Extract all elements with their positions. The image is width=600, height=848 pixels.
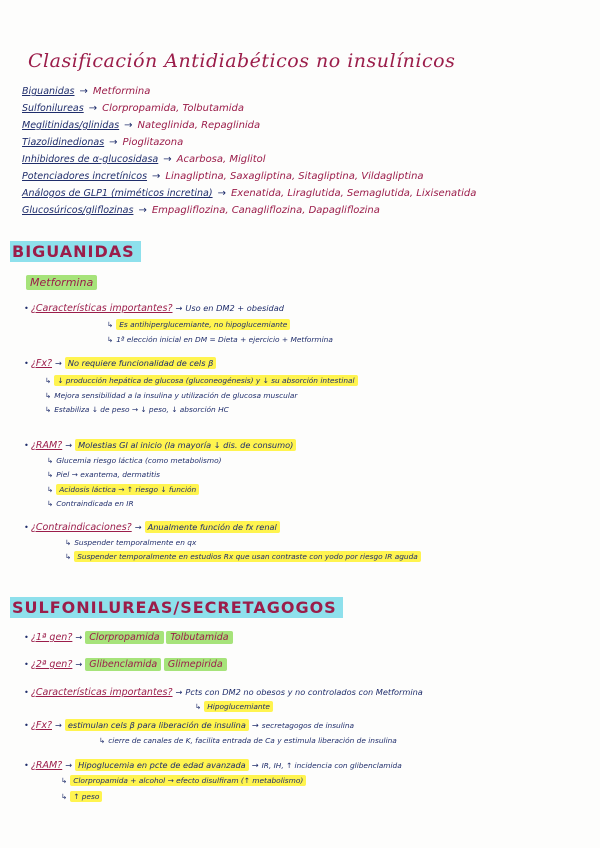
sub-point: ↳ Es antihiperglucemiante, no hipoglucemiante: [104, 320, 290, 329]
arrow-icon: →: [75, 632, 83, 642]
hook-arrow-icon: ↳: [99, 736, 106, 745]
sub-point: ↳ Mejora sensibilidad a la insulina y utilización de glucosa muscular: [45, 391, 298, 400]
bullet-icon: •: [24, 522, 29, 532]
arrow-icon: →: [163, 154, 172, 165]
hook-arrow-icon: ↳: [47, 470, 54, 479]
hook-arrow-icon: ↳: [47, 485, 54, 494]
sub-point: ↳ Piel → exantema, dermatitis: [47, 470, 160, 479]
list-item: [22, 103, 582, 120]
bullet-icon: •: [24, 632, 29, 642]
answer-text: Pcts con DM2 no obesos y no controlados con Metformina: [185, 687, 423, 697]
arrow-icon: →: [109, 137, 118, 148]
sub-point: ↳ Glucemia riesgo láctica (como metabolismo): [47, 456, 222, 465]
hook-arrow-icon: ↳: [61, 792, 68, 801]
sub-point: ↳ Estabiliza ↓ de peso → ↓ peso, ↓ absorción HC: [45, 405, 229, 414]
list-item: [22, 154, 582, 171]
class-drugs: Nateglinida, Repaglinida: [137, 120, 261, 131]
list-item: [22, 205, 582, 222]
hook-arrow-icon: ↳: [107, 320, 114, 329]
question-label: ¿Características importantes?: [30, 303, 173, 314]
class-label: Sulfonilureas: [22, 103, 84, 114]
class-drugs: Metformina: [92, 86, 151, 97]
hook-arrow-icon: ↳: [45, 376, 52, 385]
question-line: [24, 440, 296, 451]
sub-point: ↳ Clorpropamida + alcohol → efecto disulfiram (↑ metabolismo): [58, 776, 306, 785]
question-label: ¿Fx?: [30, 358, 53, 369]
hook-arrow-icon: ↳: [47, 499, 54, 508]
hook-arrow-icon: ↳: [65, 538, 72, 547]
bullet-icon: •: [24, 358, 29, 368]
arrow-icon: →: [65, 760, 73, 770]
arrow-icon: →: [152, 171, 161, 182]
page-title: Clasificación Antidiabéticos no insulínicos: [28, 50, 456, 72]
hook-arrow-icon: ↳: [45, 405, 52, 414]
class-label: Inhibidores de α-glucosidasa: [22, 154, 159, 165]
question-line: [24, 522, 280, 533]
hook-arrow-icon: ↳: [61, 776, 68, 785]
hook-arrow-icon: ↳: [47, 456, 54, 465]
arrow-icon: →: [175, 687, 183, 697]
arrow-icon: →: [124, 120, 133, 131]
class-drugs: Clorpropamida, Tolbutamida: [102, 103, 244, 114]
bullet-icon: •: [24, 687, 29, 697]
question-label: ¿1ª gen?: [30, 632, 73, 643]
question-line: • ¿2ª gen? → Glibenclamida Glimepirida: [24, 659, 227, 670]
hook-arrow-icon: ↳: [45, 391, 52, 400]
arrow-icon: →: [217, 188, 226, 199]
hook-arrow-icon: ↳: [65, 552, 72, 561]
sub-point: ↳ ↑ peso: [58, 792, 102, 801]
question-line: • ¿1ª gen? → Clorpropamida Tolbutamida: [24, 632, 233, 643]
list-item: [22, 120, 582, 137]
bullet-icon: •: [24, 720, 29, 730]
question-line: [24, 358, 216, 369]
question-line: [24, 303, 284, 314]
class-label: Meglitinidas/glinidas: [22, 120, 120, 131]
question-label: ¿Contraindicaciones?: [30, 522, 132, 533]
class-drugs: Empagliflozina, Canagliflozina, Dapagliflozina: [151, 205, 380, 216]
answer-text: Hipoglucemia en pcte de edad avanzada: [75, 759, 249, 771]
question-label: ¿RAM?: [30, 440, 63, 451]
classification-list: [22, 86, 582, 222]
drug-subheading: Metformina: [26, 276, 97, 289]
hook-arrow-icon: ↳: [107, 335, 114, 344]
sub-point: ↳ cierre de canales de K, facilita entrada de Ca y estimula liberación de insulina: [99, 736, 397, 745]
section-heading-sulfonilureas: SULFONILUREAS/SECRETAGOGOS: [10, 598, 343, 617]
section-heading-biguanidas: BIGUANIDAS: [10, 242, 141, 261]
class-label: Potenciadores incretínicos: [22, 171, 148, 182]
question-line: • ¿RAM? → Hipoglucemia en pcte de edad avanzada → IR, IH, ↑ incidencia con glibenclamida: [24, 760, 402, 771]
class-label: Tiazolidinedionas: [22, 137, 105, 148]
arrow-icon: →: [134, 522, 142, 532]
class-label: Biguanidas: [22, 86, 75, 97]
list-item: [22, 86, 582, 103]
arrow-icon: →: [55, 720, 62, 730]
answer-text: Molestias GI al inicio (la mayoría ↓ dis. de consumo): [75, 439, 296, 451]
list-item: [22, 137, 582, 154]
class-label: Análogos de GLP1 (miméticos incretina): [22, 188, 213, 199]
question-line: [24, 687, 423, 698]
arrow-icon: →: [55, 358, 62, 368]
question-label: ¿Características importantes?: [30, 687, 173, 698]
sub-point: ↳ Acidosis láctica → ↑ riesgo ↓ función: [44, 485, 199, 494]
arrow-icon: →: [175, 303, 183, 313]
arrow-icon: →: [138, 205, 147, 216]
sub-point: ↳ Suspender temporalmente en qx: [65, 538, 197, 547]
arrow-icon: →: [79, 86, 88, 97]
question-label: ¿RAM?: [30, 760, 63, 771]
arrow-icon: →: [75, 659, 83, 669]
answer-text: Uso en DM2 + obesidad: [185, 303, 284, 313]
list-item: [22, 171, 582, 188]
sub-point: ↳ ↓ producción hepática de glucosa (gluconeogénesis) y ↓ su absorción intestinal: [42, 376, 358, 385]
bullet-icon: •: [24, 760, 29, 770]
list-item: [22, 188, 582, 205]
answer-text: Anualmente función de fx renal: [145, 521, 280, 533]
bullet-icon: •: [24, 303, 29, 313]
sub-point: ↳ Suspender temporalmente en estudios Rx que usan contraste con yodo por riesgo IR aguda: [62, 552, 421, 561]
class-label: Glucosúricos/gliflozinas: [22, 205, 134, 216]
class-drugs: Linagliptina, Saxagliptina, Sitagliptina, Vildagliptina: [165, 171, 424, 182]
bullet-icon: •: [24, 659, 29, 669]
hook-arrow-icon: ↳: [195, 702, 202, 711]
sub-point: ↳ 1ª elección inicial en DM = Dieta + ejercicio + Metformina: [107, 335, 333, 344]
class-drugs: Exenatida, Liraglutida, Semaglutida, Lixisenatida: [230, 188, 477, 199]
arrow-icon: →: [65, 440, 73, 450]
class-drugs: Acarbosa, Miglitol: [176, 154, 266, 165]
bullet-icon: •: [24, 440, 29, 450]
arrow-icon: →: [251, 760, 259, 770]
answer-text: estimulan cels β para liberación de insulina: [65, 719, 249, 731]
question-label: ¿Fx?: [30, 720, 53, 731]
arrow-icon: →: [88, 103, 98, 114]
class-drugs: Pioglitazona: [122, 137, 184, 148]
question-label: ¿2ª gen?: [30, 659, 73, 670]
sub-point: ↳ Contraindicada en IR: [47, 499, 134, 508]
sub-point: ↳ Hipoglucemiante: [192, 702, 273, 711]
answer-text: No requiere funcionalidad de cels β: [65, 357, 216, 369]
question-line: • ¿Fx? → estimulan cels β para liberación de insulina → secretagogos de insulina: [24, 720, 355, 731]
arrow-icon: →: [251, 720, 259, 730]
